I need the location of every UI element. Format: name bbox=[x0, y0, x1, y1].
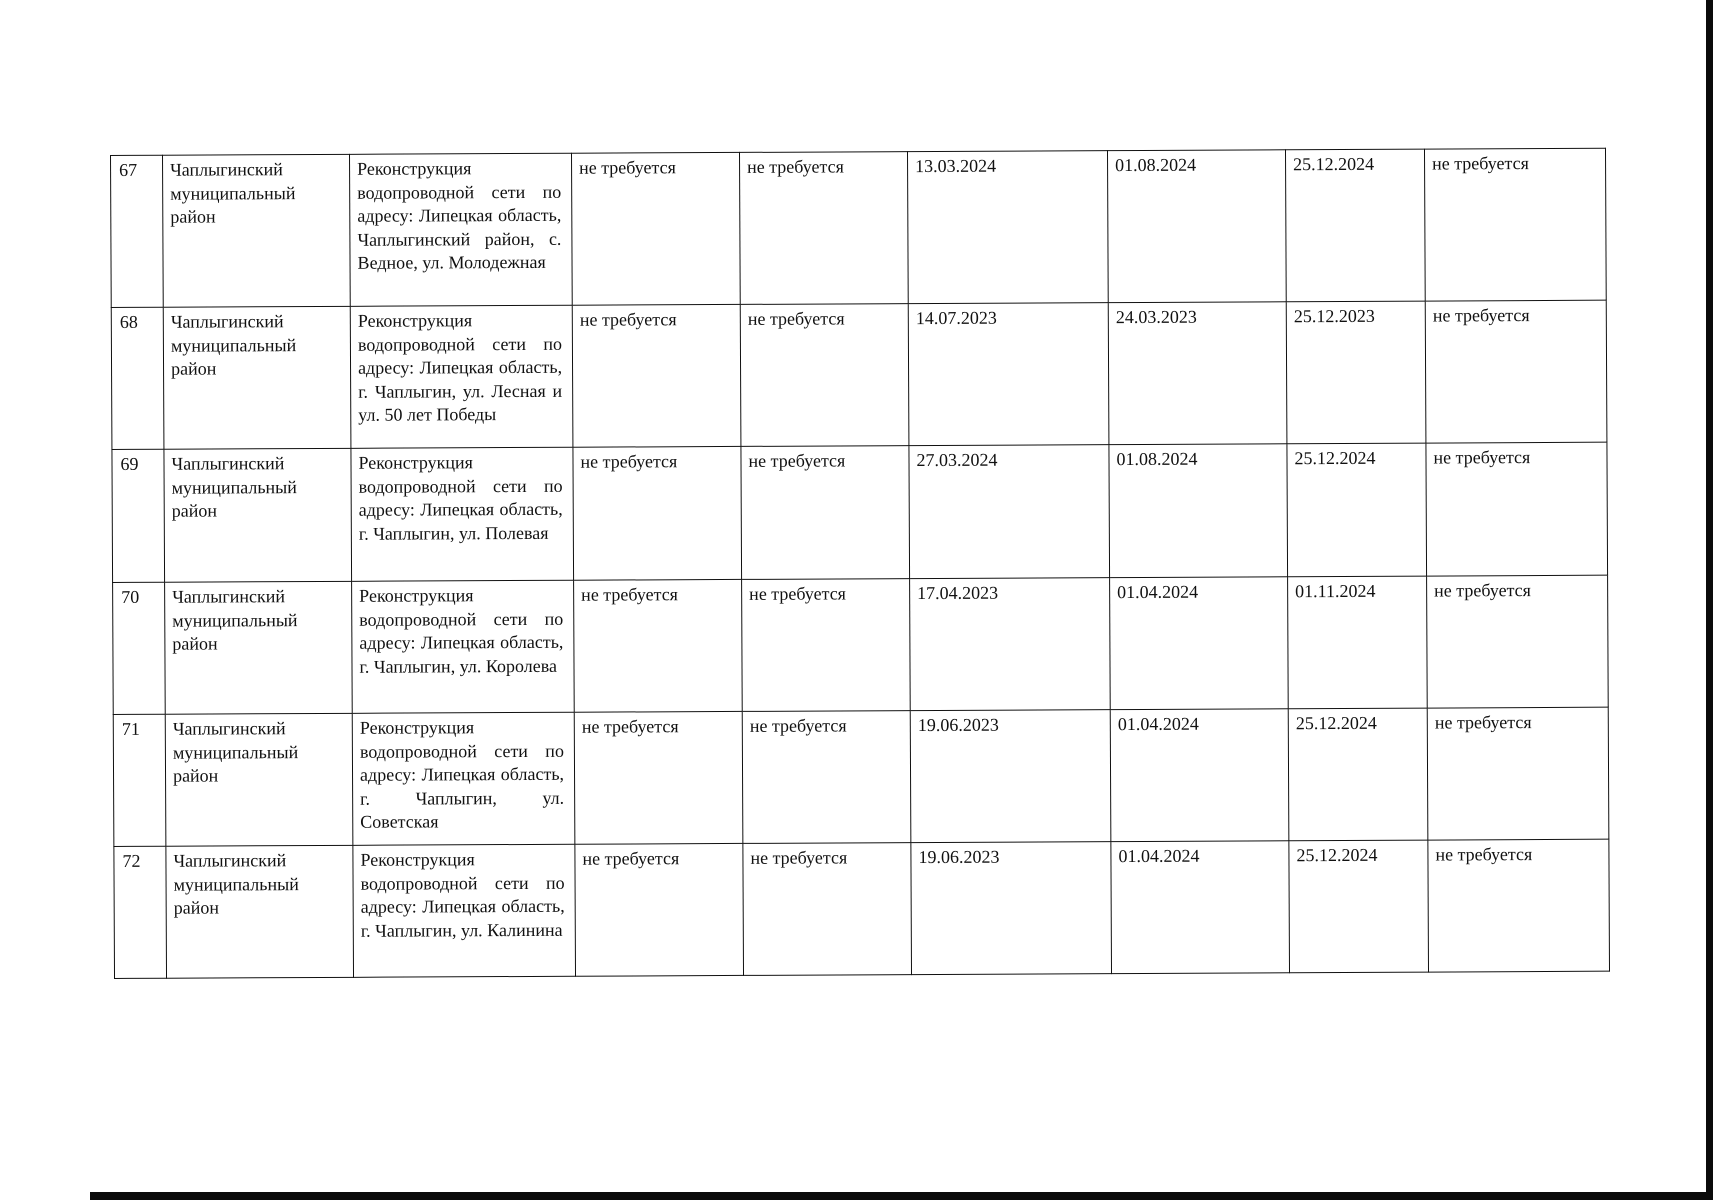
date-cell: 25.12.2024 bbox=[1288, 708, 1428, 841]
requirement-cell: не требуется bbox=[574, 711, 743, 844]
scan-edge-bottom bbox=[90, 1192, 1713, 1200]
date-cell: 13.03.2024 bbox=[907, 151, 1108, 304]
requirement-cell: не требуется bbox=[575, 843, 744, 976]
date-cell: 01.08.2024 bbox=[1109, 444, 1288, 578]
date-cell: 19.06.2023 bbox=[911, 842, 1112, 975]
date-cell: 25.12.2023 bbox=[1286, 301, 1426, 444]
requirement-cell: не требуется bbox=[1425, 300, 1607, 443]
date-cell: 25.12.2024 bbox=[1285, 149, 1425, 302]
description-cell: Реконструкция водопроводной сети по адресу: Липецкая область, г. Чаплыгин, ул. Лесная и ул. 50 лет Победы bbox=[350, 305, 573, 448]
requirement-cell: не требуется bbox=[574, 579, 743, 712]
requirement-cell: не требуется bbox=[1426, 442, 1608, 576]
date-cell: 01.11.2024 bbox=[1288, 576, 1428, 709]
district-cell: Чаплыгинский муниципальный район bbox=[164, 448, 352, 582]
requirement-cell: не требуется bbox=[573, 446, 742, 580]
table-row bbox=[112, 442, 1608, 582]
requirement-cell: не требуется bbox=[741, 446, 910, 580]
date-cell: 01.04.2024 bbox=[1111, 841, 1290, 974]
date-cell: 25.12.2024 bbox=[1287, 443, 1427, 577]
district-cell: Чаплыгинский муниципальный район bbox=[165, 581, 353, 714]
requirement-cell: не требуется bbox=[1424, 148, 1606, 301]
row-number: 70 bbox=[113, 582, 166, 714]
table-row bbox=[113, 707, 1609, 846]
description-cell: Реконструкция водопроводной сети по адресу: Липецкая область, г. Чаплыгин, ул. Калинина bbox=[353, 844, 576, 977]
description-cell: Реконструкция водопроводной сети по адресу: Липецкая область, Чаплыгинский район, с. Ведное, ул. Молодежная bbox=[349, 153, 572, 306]
projects-table bbox=[110, 148, 1610, 979]
date-cell: 19.06.2023 bbox=[910, 710, 1111, 843]
district-cell: Чаплыгинский муниципальный район bbox=[165, 713, 353, 846]
requirement-cell: не требуется bbox=[740, 304, 909, 447]
requirement-cell: не требуется bbox=[739, 152, 908, 305]
requirement-cell: не требуется bbox=[743, 843, 912, 976]
date-cell: 25.12.2024 bbox=[1289, 840, 1429, 973]
date-cell: 01.04.2024 bbox=[1110, 709, 1289, 842]
requirement-cell: не требуется bbox=[571, 152, 740, 305]
table-row bbox=[111, 300, 1607, 449]
date-cell: 17.04.2023 bbox=[910, 578, 1111, 711]
requirement-cell: не требуется bbox=[1427, 575, 1609, 708]
date-cell: 01.08.2024 bbox=[1107, 150, 1286, 303]
date-cell: 24.03.2023 bbox=[1108, 302, 1287, 445]
table-row bbox=[114, 839, 1610, 978]
row-number: 71 bbox=[113, 714, 166, 846]
requirement-cell: не требуется bbox=[572, 304, 741, 447]
district-cell: Чаплыгинский муниципальный район bbox=[166, 845, 354, 978]
requirement-cell: не требуется bbox=[742, 579, 911, 712]
scan-edge-right bbox=[1706, 0, 1713, 1200]
date-cell: 14.07.2023 bbox=[908, 303, 1109, 446]
row-number: 69 bbox=[112, 449, 165, 582]
date-cell: 27.03.2024 bbox=[909, 445, 1110, 579]
requirement-cell: не требуется bbox=[742, 711, 911, 844]
requirement-cell: не требуется bbox=[1427, 707, 1609, 840]
description-cell: Реконструкция водопроводной сети по адресу: Липецкая область, г. Чаплыгин, ул. Полевая bbox=[351, 447, 574, 581]
district-cell: Чаплыгинский муниципальный район bbox=[163, 306, 351, 449]
description-cell: Реконструкция водопроводной сети по адресу: Липецкая область, г. Чаплыгин, ул. Советская bbox=[352, 712, 575, 845]
row-number: 72 bbox=[114, 846, 167, 978]
table-row bbox=[113, 575, 1609, 714]
description-cell: Реконструкция водопроводной сети по адресу: Липецкая область, г. Чаплыгин, ул. Королева bbox=[352, 580, 575, 713]
row-number: 67 bbox=[111, 155, 164, 307]
date-cell: 01.04.2024 bbox=[1110, 577, 1289, 710]
requirement-cell: не требуется bbox=[1428, 839, 1610, 972]
district-cell: Чаплыгинский муниципальный район bbox=[163, 154, 351, 307]
row-number: 68 bbox=[111, 307, 164, 449]
table-row bbox=[111, 148, 1607, 307]
